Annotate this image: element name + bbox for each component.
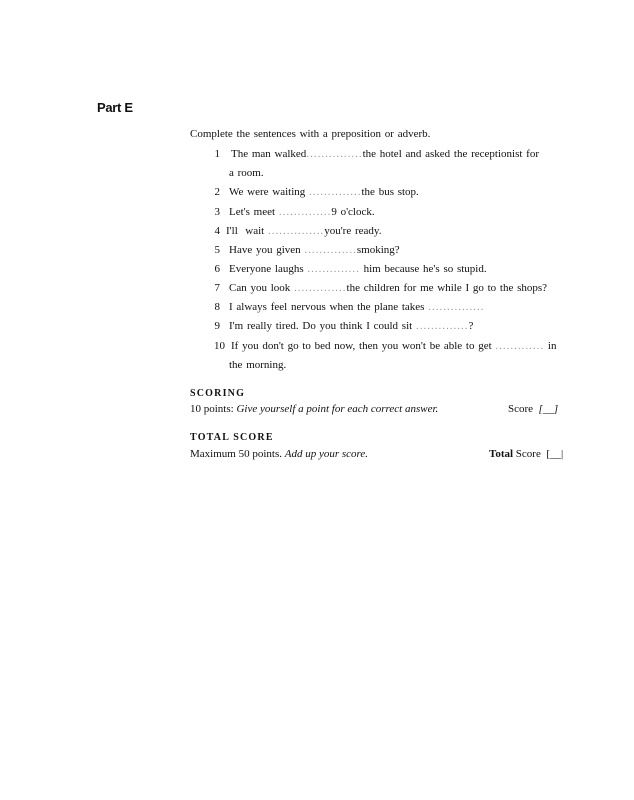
exercise-item: If you don't go to bed now, then you won't be able to get ............. in: [231, 340, 557, 352]
exercise-item: We were waiting ..............the bus stop.: [229, 186, 419, 198]
item-number: 2: [214, 186, 220, 198]
total-score-field: Total Score [__|: [489, 448, 564, 460]
answer-blank[interactable]: .............: [495, 340, 545, 352]
item-number: 8: [214, 301, 220, 313]
score-field: Score [__]: [508, 403, 559, 415]
exercise-item-continuation: a room.: [229, 167, 264, 179]
total-score-heading: TOTAL SCORE: [190, 432, 274, 443]
answer-blank[interactable]: ...............: [428, 301, 485, 313]
exercise-item-continuation: the morning.: [229, 359, 287, 371]
scoring-heading: SCORING: [190, 388, 246, 399]
exercise-item: I'll wait ...............you're ready.: [226, 225, 382, 237]
answer-blank[interactable]: ..............: [304, 244, 357, 256]
item-number: 10: [214, 340, 225, 352]
answer-blank[interactable]: ..............: [307, 263, 360, 275]
item-number: 6: [214, 263, 220, 275]
answer-blank[interactable]: ...............: [267, 225, 325, 237]
answer-blank[interactable]: ..............: [415, 320, 469, 332]
exercise-item: The man walked...............the hotel and asked the receptionist for: [231, 148, 540, 160]
item-number: 4: [214, 225, 220, 237]
exercise-item: Let's meet ..............9 o'clock.: [229, 206, 375, 218]
item-number: 1: [214, 148, 220, 160]
answer-blank[interactable]: ..............: [309, 186, 362, 198]
answer-blank[interactable]: ..............: [278, 206, 332, 218]
exercise-item: I'm really tired. Do you think I could sit ..............?: [229, 320, 474, 332]
item-number: 3: [214, 206, 220, 218]
exercise-item: Can you look ..............the children for me while I go to the shops?: [229, 282, 548, 294]
exercise-item: I always feel nervous when the plane takes ...............: [229, 301, 485, 313]
item-number: 9: [214, 320, 220, 332]
total-score-box[interactable]: [__|: [546, 448, 564, 460]
exercise-item: Have you given ..............smoking?: [229, 244, 400, 256]
item-number: 7: [214, 282, 220, 294]
total-line: Maximum 50 points. Add up your score.: [190, 448, 369, 460]
answer-blank[interactable]: ..............: [294, 282, 347, 294]
instructions: Complete the sentences with a preposition or adverb.: [190, 128, 431, 140]
part-title: Part E: [97, 100, 133, 115]
score-box[interactable]: [__]: [538, 403, 559, 415]
answer-blank[interactable]: ...............: [306, 148, 363, 160]
scoring-line: 10 points: Give yourself a point for each correct answer.: [190, 403, 439, 415]
item-number: 5: [214, 244, 220, 256]
exercise-item: Everyone laughs .............. him because he's so stupid.: [229, 263, 487, 275]
